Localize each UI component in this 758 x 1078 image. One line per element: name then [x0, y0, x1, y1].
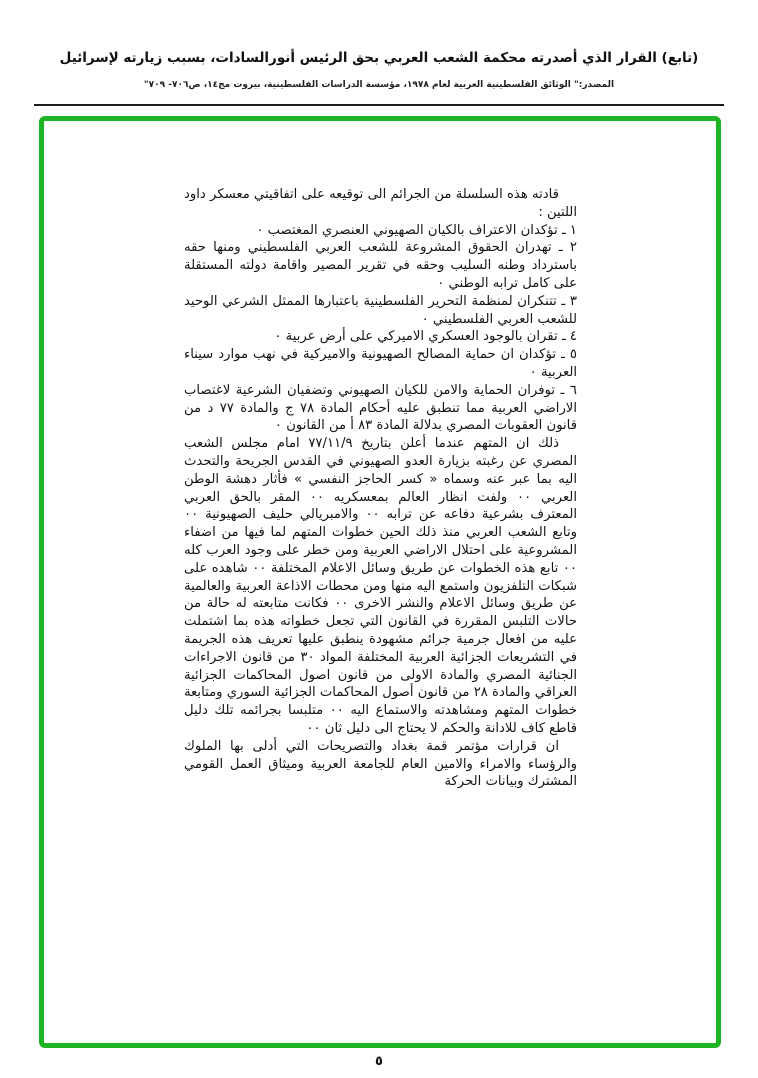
- page-number: ٥: [375, 1054, 383, 1069]
- body-paragraph-item-4: ٤ ـ تقران بالوجود العسكري الاميركي على أرض عربية ٠: [274, 329, 577, 345]
- body-paragraph-item-3: ٣ ـ تتنكران لمنظمة التحرير الفلسطينية باعتبارها الممثل الشرعي الوحيد للشعب العربي الفلسطيني ٠: [184, 293, 577, 327]
- body-paragraph-item-5: ٥ ـ تؤكدان ان حماية المصالح الصهيونية والاميركية في نهب موارد سيناء العربية ٠: [184, 347, 577, 380]
- document-title: (تابع) القرار الذي أصدرته محكمة الشعب العربي بحق الرئيس أنورالسادات، بسبب زيارته لإسرائيل: [59, 50, 699, 66]
- body-paragraph-item-1: ١ ـ تؤكدان الاعتراف بالكيان الصهيوني العنصري المغتصب ٠: [256, 222, 577, 238]
- header-divider: [34, 104, 724, 106]
- document-body: [184, 186, 577, 791]
- source-citation: المصدر:" الوثائق الفلسطينية العربية لعام ١٩٧٨، مؤسسة الدراسات الفلسطينية، بيروت مج١٤، ص٧٠٦- ٧٠٩": [143, 80, 615, 90]
- body-paragraph: ان قرارات مؤتمر قمة بغداد والتصريحات التي أدلى بها الملوك والرؤساء والامراء والامين العام للجامعة العربية وميثاق العمل القومي المشترك وبيانات الحركة: [184, 738, 577, 790]
- body-paragraph: ذلك ان المتهم عندما أعلن بتاريخ ٧٧/١١/٩ امام مجلس الشعب المصري عن رغبته بزيارة العدو الصهيوني في القدس الجريحة والتحدث اليه بما عبر عنه وسماه « كسر الحاجز النفسي » فأثار دهشة الوطن العربي ٠٠ ولفت انظار العالم بمعسكريه ٠٠ المقر بالحق العربي المعترف بشرعية دفاعه عن ترابه ٠٠ والامبريالي حليف الصهيونية ٠٠ وتابع الشعب العربي منذ ذلك الحين خطوات المتهم لما فيها من اضفاء المشروعية على احتلال الاراضي العربية ومن خطر على وجود العرب كله ٠٠ تابع هذه الخطوات عن طريق وسائل الاعلام المختلفة ٠٠ شاهده على شبكات التلفزيون واستمع اليه منها ومن محطات الاذاعة العربية والعالمية عن طريق وسائل الاعلام والنشر الاخرى ٠٠ فكانت متابعته له حالة من حالات التلبس المقررة في القانون التي تجعل خطواته هذه بما اشتملت عليه من افعال جرمية جرائم مشهودة ينطبق عليها تعريف هذه الجريمة في التشريعات الجزائية العربية المختلفة المواد ٣٠ من قانون الاجراءات الجنائية المصري والمادة الاولى من قانون اصول المحاكمات الجزائية العراقي والمادة ٢٨ من قانون أصول المحاكمات الجزائية السوري ومتابعة خطوات المتهم ومشاهدته والاستماع اليه ٠٠ متلبسا بجرائمه تلك دليل قاطع كاف للادانة والحكم لا يحتاج الى دليل ثان ٠٠: [183, 436, 578, 736]
- body-paragraph: قادته هذه السلسلة من الجرائم الى توقيعه على اتفاقيتي معسكر داود اللتين :: [184, 187, 577, 220]
- body-paragraph-item-6: ٦ ـ توفران الحماية والامن للكيان الصهيوني وتضفيان الشرعية لاغتصاب الاراضي العربية مما تنطبق عليه أحكام المادة ٧٨ ج والمادة ٧٧ د من قانون العقوبات المصري بدلالة المادة ٨٣ أ من القانون ٠: [184, 382, 577, 434]
- body-paragraph-item-2: ٢ ـ تهدران الحقوق المشروعة للشعب العربي الفلسطيني ومنها حقه باسترداد وطنه السليب وحقه في تقرير المصير واقامة دولته المستقلة على كامل ترابه الوطني ٠: [184, 240, 577, 291]
